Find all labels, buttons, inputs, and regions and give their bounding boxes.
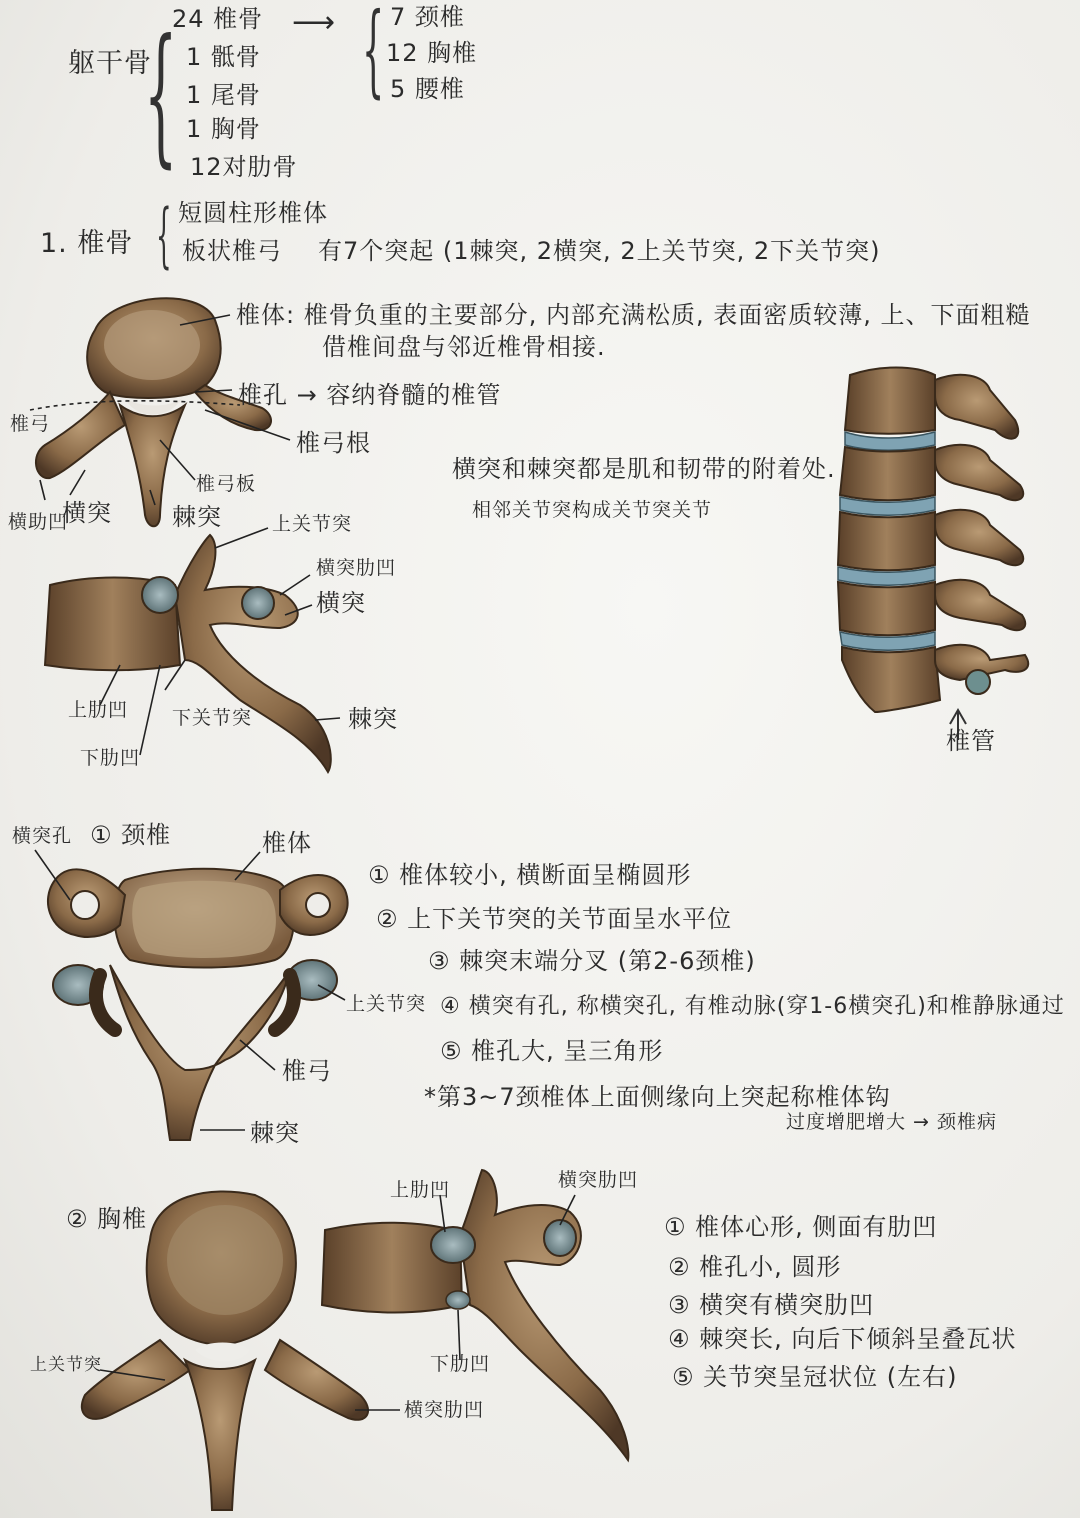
lumbar-vertebra-side-view: [45, 535, 331, 772]
pedicle-label: 椎弓根: [296, 429, 371, 457]
trunk-item-sacrum: 1 骶骨: [186, 43, 261, 71]
mammillary-label: 横助凹: [8, 511, 69, 533]
thoracic-count: 12 胸椎: [386, 39, 478, 67]
cervical-point-5: ⑤ 椎孔大, 呈三角形: [440, 1037, 664, 1065]
attachment-note: 横突和棘突都是肌和韧带的附着处.: [452, 455, 836, 483]
spinous-label: 棘突: [172, 503, 222, 531]
vertebra-arch-shape: 板状椎弓: [182, 237, 282, 265]
trunk-item-sternum: 1 胸骨: [186, 115, 261, 143]
cervical-point-4: ④ 横突有孔, 称横突孔, 有椎动脉(穿1-6横突孔)和椎静脉通过: [440, 994, 1065, 1019]
cervical-heading: ① 颈椎: [90, 821, 172, 849]
thoracic-transverse-costal-label: 横突肋凹: [558, 1169, 639, 1191]
cervical-vertebra-illustration: [48, 869, 348, 1140]
vertebral-column-segment: [838, 368, 1028, 741]
side-transverse-label: 横突: [316, 589, 366, 617]
thoracic-inf-costal-label: 下肋凹: [430, 1353, 491, 1375]
uncinate-note: *第3~7颈椎体上面侧缘向上突起称椎体钩: [424, 1083, 891, 1111]
right-brace: {: [362, 0, 385, 108]
vertebra-body-shape: 短圆柱形椎体: [178, 199, 328, 227]
thoracic-sup-articular-label: 上关节突: [30, 1355, 102, 1375]
cervical-point-2: ② 上下关节突的关节面呈水平位: [376, 905, 733, 933]
vertebral-foramen-label: 椎孔 → 容纳脊髓的椎管: [238, 381, 502, 409]
side-inf-costal-label: 下肋凹: [80, 747, 141, 769]
lumbar-count: 5 腰椎: [390, 75, 465, 103]
thoracic-point-4: ④ 棘突长, 向后下倾斜呈叠瓦状: [668, 1325, 1017, 1353]
vertebral-arch-label: 椎弓: [10, 413, 51, 435]
trunk-item-vertebrae: 24 椎骨: [172, 5, 264, 33]
thoracic-point-2: ② 椎孔小, 圆形: [668, 1253, 842, 1281]
cervical-spinous-label: 棘突: [250, 1119, 300, 1147]
vertebral-body-desc: 椎体: 椎骨负重的主要部分, 内部充满松质, 表面密质较薄, 上、下面粗糙: [236, 301, 1031, 329]
lamina-label: 椎弓板: [196, 473, 257, 495]
side-inf-articular-label: 下关节突: [172, 707, 253, 729]
vertebral-canal-label: 椎管: [946, 727, 996, 755]
trunk-label: 躯干骨: [68, 48, 152, 79]
side-spinous-label: 棘突: [348, 705, 398, 733]
side-sup-articular-label: 上关节突: [272, 513, 353, 535]
thoracic-point-1: ① 椎体心形, 侧面有肋凹: [664, 1213, 938, 1241]
cervical-count: 7 颈椎: [390, 3, 465, 31]
left-brace: {: [144, 8, 178, 182]
cervical-point-3: ③ 棘突末端分叉 (第2-6颈椎): [428, 947, 756, 975]
arrow-icon: ⟶: [292, 5, 337, 40]
cervical-transverse-foramen-label: 横突孔: [12, 825, 73, 847]
cervical-sup-articular-label: 上关节突: [346, 993, 427, 1015]
side-sup-costal-label: 上肋凹: [68, 699, 129, 721]
facet-joint-note: 相邻关节突构成关节突关节: [472, 499, 713, 521]
cervical-arch-label: 椎弓: [282, 1057, 332, 1085]
cervical-body-label: 椎体: [262, 829, 312, 857]
vertebra-brace: {: [156, 194, 172, 276]
uncinate-note-2: 过度增肥增大 → 颈椎病: [786, 1111, 997, 1133]
trunk-item-coccyx: 1 尾骨: [186, 81, 261, 109]
thoracic-sup-costal-label: 上肋凹: [390, 1179, 451, 1201]
trunk-item-ribs: 12对肋骨: [190, 153, 298, 181]
vertebra-heading: 1. 椎骨: [40, 228, 134, 259]
transverse-label: 横突: [62, 499, 112, 527]
side-transverse-costal-label: 横突肋凹: [316, 557, 397, 579]
cervical-point-1: ① 椎体较小, 横断面呈椭圆形: [368, 861, 692, 889]
thoracic-heading: ② 胸椎: [66, 1205, 148, 1233]
vertebra-processes: 有7个突起 (1棘突, 2横突, 2上关节突, 2下关节突): [318, 237, 881, 265]
thoracic-point-5: ⑤ 关节突呈冠状位 (左右): [672, 1363, 958, 1391]
vertebral-body-desc-2: 借椎间盘与邻近椎骨相接.: [322, 333, 606, 361]
thoracic-transverse-costal-label-2: 横突肋凹: [404, 1399, 485, 1421]
thoracic-point-3: ③ 横突有横突肋凹: [668, 1291, 875, 1319]
